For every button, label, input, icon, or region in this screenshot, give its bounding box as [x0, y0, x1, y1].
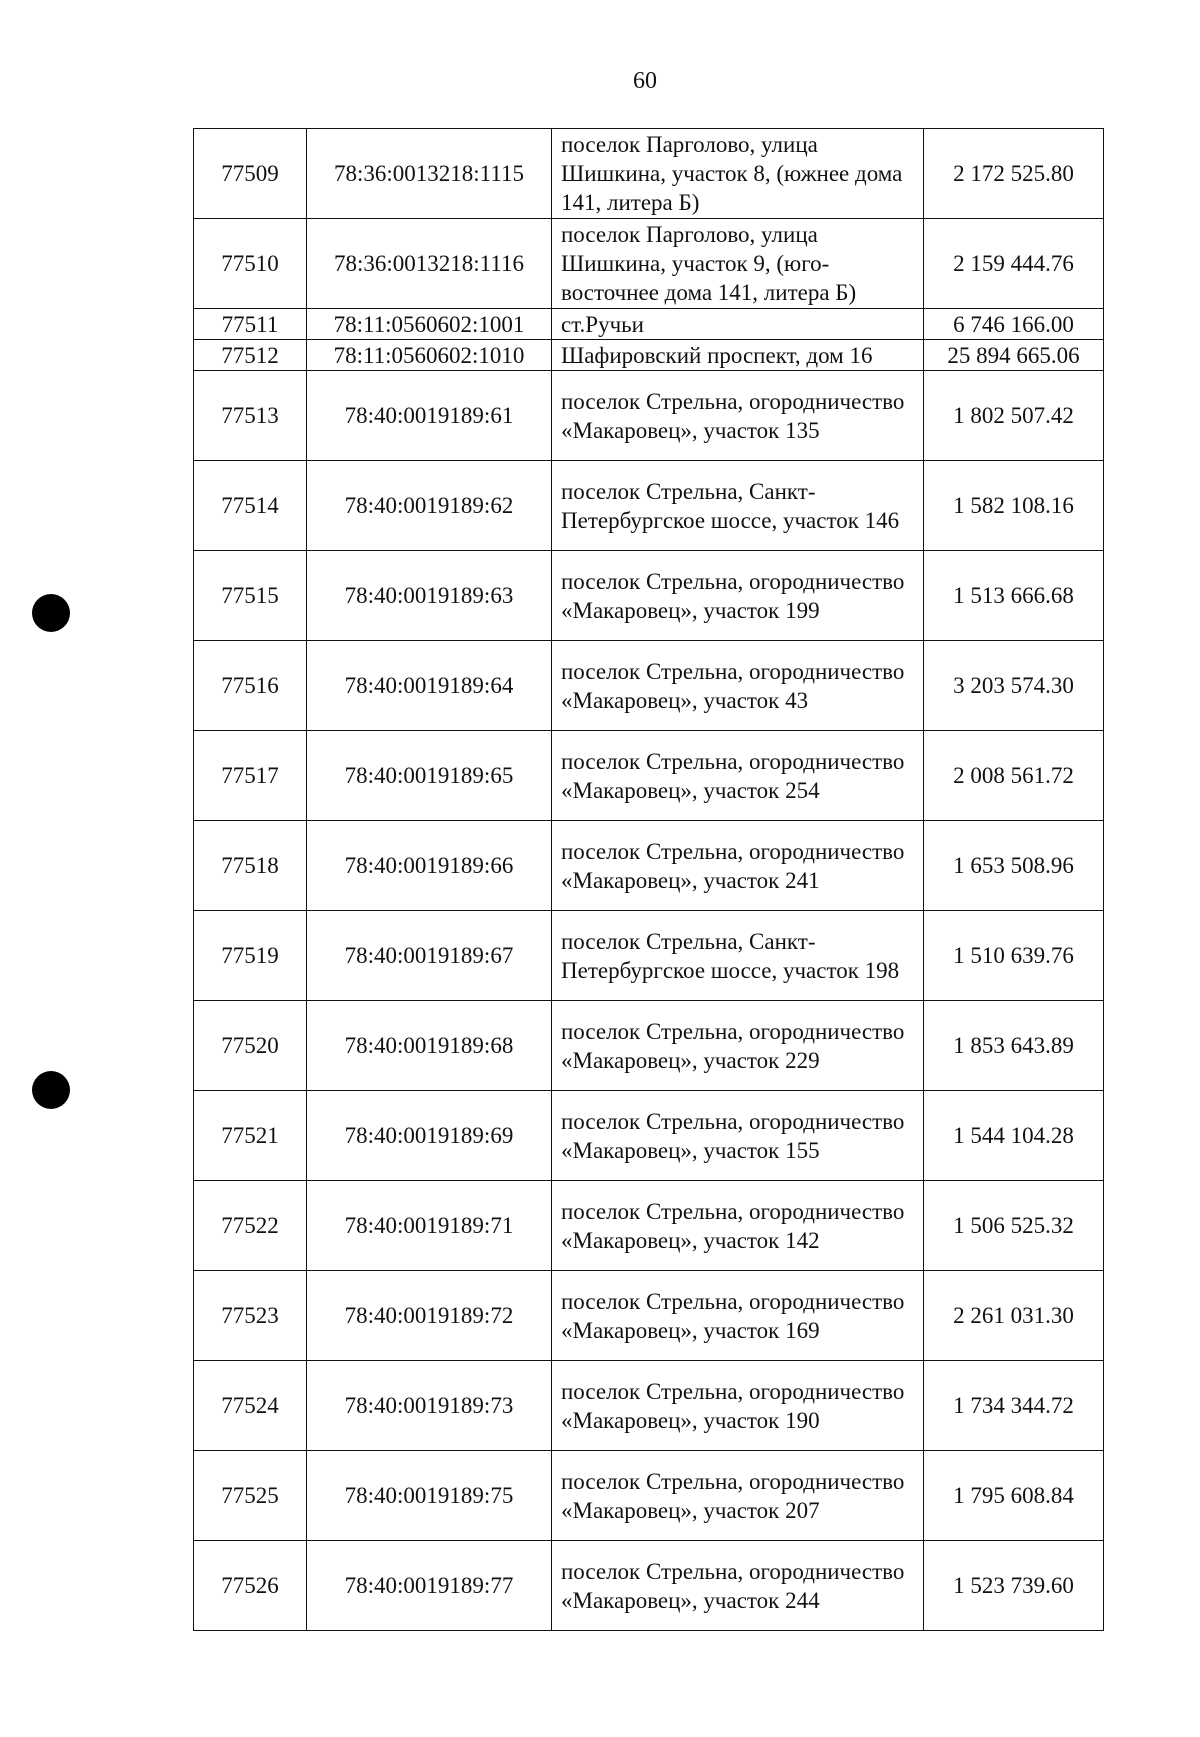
cadastral-value: 1 795 608.84: [924, 1451, 1104, 1541]
cadastral-number: 78:11:0560602:1001: [307, 309, 552, 340]
row-id: 77509: [194, 129, 307, 219]
cadastral-value: 1 544 104.28: [924, 1091, 1104, 1181]
address: поселок Стрельна, огородничество «Макаровец», участок 229: [552, 1001, 924, 1091]
table-row: [194, 461, 1104, 551]
address: поселок Парголово, улица Шишкина, участок 8, (южнее дома 141, литера Б): [552, 129, 924, 219]
cadastral-value: 2 008 561.72: [924, 731, 1104, 821]
row-id: 77517: [194, 731, 307, 821]
table-row: [194, 1361, 1104, 1451]
row-id: 77522: [194, 1181, 307, 1271]
cadastral-number: 78:40:0019189:62: [307, 461, 552, 551]
table-row: [194, 371, 1104, 461]
cadastral-value: 3 203 574.30: [924, 641, 1104, 731]
cadastral-number: 78:40:0019189:71: [307, 1181, 552, 1271]
cadastral-number: 78:36:0013218:1115: [307, 129, 552, 219]
address: ст.Ручьи: [552, 309, 924, 340]
address: поселок Стрельна, огородничество «Макаровец», участок 190: [552, 1361, 924, 1451]
address: поселок Стрельна, огородничество «Макаровец», участок 241: [552, 821, 924, 911]
cadastral-number: 78:40:0019189:66: [307, 821, 552, 911]
row-id: 77512: [194, 340, 307, 371]
cadastral-number: 78:40:0019189:68: [307, 1001, 552, 1091]
address: поселок Стрельна, огородничество «Макаровец», участок 169: [552, 1271, 924, 1361]
cadastral-number: 78:40:0019189:64: [307, 641, 552, 731]
row-id: 77518: [194, 821, 307, 911]
row-id: 77525: [194, 1451, 307, 1541]
cadastral-number: 78:36:0013218:1116: [307, 219, 552, 309]
cadastral-value: 1 523 739.60: [924, 1541, 1104, 1631]
cadastral-number: 78:11:0560602:1010: [307, 340, 552, 371]
cadastral-value: 2 159 444.76: [924, 219, 1104, 309]
cadastral-value: 1 802 507.42: [924, 371, 1104, 461]
cadastral-value: 1 853 643.89: [924, 1001, 1104, 1091]
row-id: 77520: [194, 1001, 307, 1091]
cadastral-number: 78:40:0019189:72: [307, 1271, 552, 1361]
cadastral-number: 78:40:0019189:63: [307, 551, 552, 641]
address: поселок Стрельна, огородничество «Макаровец», участок 142: [552, 1181, 924, 1271]
cadastral-number: 78:40:0019189:73: [307, 1361, 552, 1451]
land-registry-table: [193, 128, 1104, 1631]
row-id: 77515: [194, 551, 307, 641]
row-id: 77516: [194, 641, 307, 731]
table-row: [194, 1181, 1104, 1271]
table-row: [194, 1271, 1104, 1361]
table-row: [194, 821, 1104, 911]
address: Шафировский проспект, дом 16: [552, 340, 924, 371]
address: поселок Парголово, улица Шишкина, участок 9, (юго-восточнее дома 141, литера Б): [552, 219, 924, 309]
punch-hole-bottom: [32, 1071, 70, 1109]
address: поселок Стрельна, огородничество «Макаровец», участок 43: [552, 641, 924, 731]
table-row: [194, 1541, 1104, 1631]
row-id: 77526: [194, 1541, 307, 1631]
row-id: 77513: [194, 371, 307, 461]
cadastral-value: 1 510 639.76: [924, 911, 1104, 1001]
cadastral-value: 25 894 665.06: [924, 340, 1104, 371]
cadastral-number: 78:40:0019189:61: [307, 371, 552, 461]
table-row: [194, 309, 1104, 340]
row-id: 77523: [194, 1271, 307, 1361]
table-row: [194, 219, 1104, 309]
cadastral-value: 1 506 525.32: [924, 1181, 1104, 1271]
table-row: [194, 1091, 1104, 1181]
address: поселок Стрельна, Санкт-Петербургское шоссе, участок 146: [552, 461, 924, 551]
cadastral-number: 78:40:0019189:75: [307, 1451, 552, 1541]
row-id: 77510: [194, 219, 307, 309]
cadastral-number: 78:40:0019189:69: [307, 1091, 552, 1181]
cadastral-number: 78:40:0019189:77: [307, 1541, 552, 1631]
address: поселок Стрельна, огородничество «Макаровец», участок 155: [552, 1091, 924, 1181]
table-row: [194, 1001, 1104, 1091]
cadastral-value: 1 582 108.16: [924, 461, 1104, 551]
row-id: 77524: [194, 1361, 307, 1451]
table-row: [194, 1451, 1104, 1541]
table-row: [194, 911, 1104, 1001]
row-id: 77521: [194, 1091, 307, 1181]
cadastral-value: 1 513 666.68: [924, 551, 1104, 641]
cadastral-value: 6 746 166.00: [924, 309, 1104, 340]
table-row: [194, 340, 1104, 371]
row-id: 77511: [194, 309, 307, 340]
page-number: 60: [633, 68, 657, 94]
cadastral-value: 1 734 344.72: [924, 1361, 1104, 1451]
table-row: [194, 551, 1104, 641]
cadastral-number: 78:40:0019189:65: [307, 731, 552, 821]
address: поселок Стрельна, огородничество «Макаровец», участок 254: [552, 731, 924, 821]
address: поселок Стрельна, огородничество «Макаровец», участок 135: [552, 371, 924, 461]
address: поселок Стрельна, Санкт-Петербургское шоссе, участок 198: [552, 911, 924, 1001]
cadastral-value: 2 261 031.30: [924, 1271, 1104, 1361]
row-id: 77514: [194, 461, 307, 551]
row-id: 77519: [194, 911, 307, 1001]
address: поселок Стрельна, огородничество «Макаровец», участок 244: [552, 1541, 924, 1631]
address: поселок Стрельна, огородничество «Макаровец», участок 207: [552, 1451, 924, 1541]
cadastral-number: 78:40:0019189:67: [307, 911, 552, 1001]
table-row: [194, 129, 1104, 219]
table-row: [194, 731, 1104, 821]
cadastral-value: 2 172 525.80: [924, 129, 1104, 219]
punch-hole-top: [32, 594, 70, 632]
cadastral-value: 1 653 508.96: [924, 821, 1104, 911]
address: поселок Стрельна, огородничество «Макаровец», участок 199: [552, 551, 924, 641]
table-row: [194, 641, 1104, 731]
